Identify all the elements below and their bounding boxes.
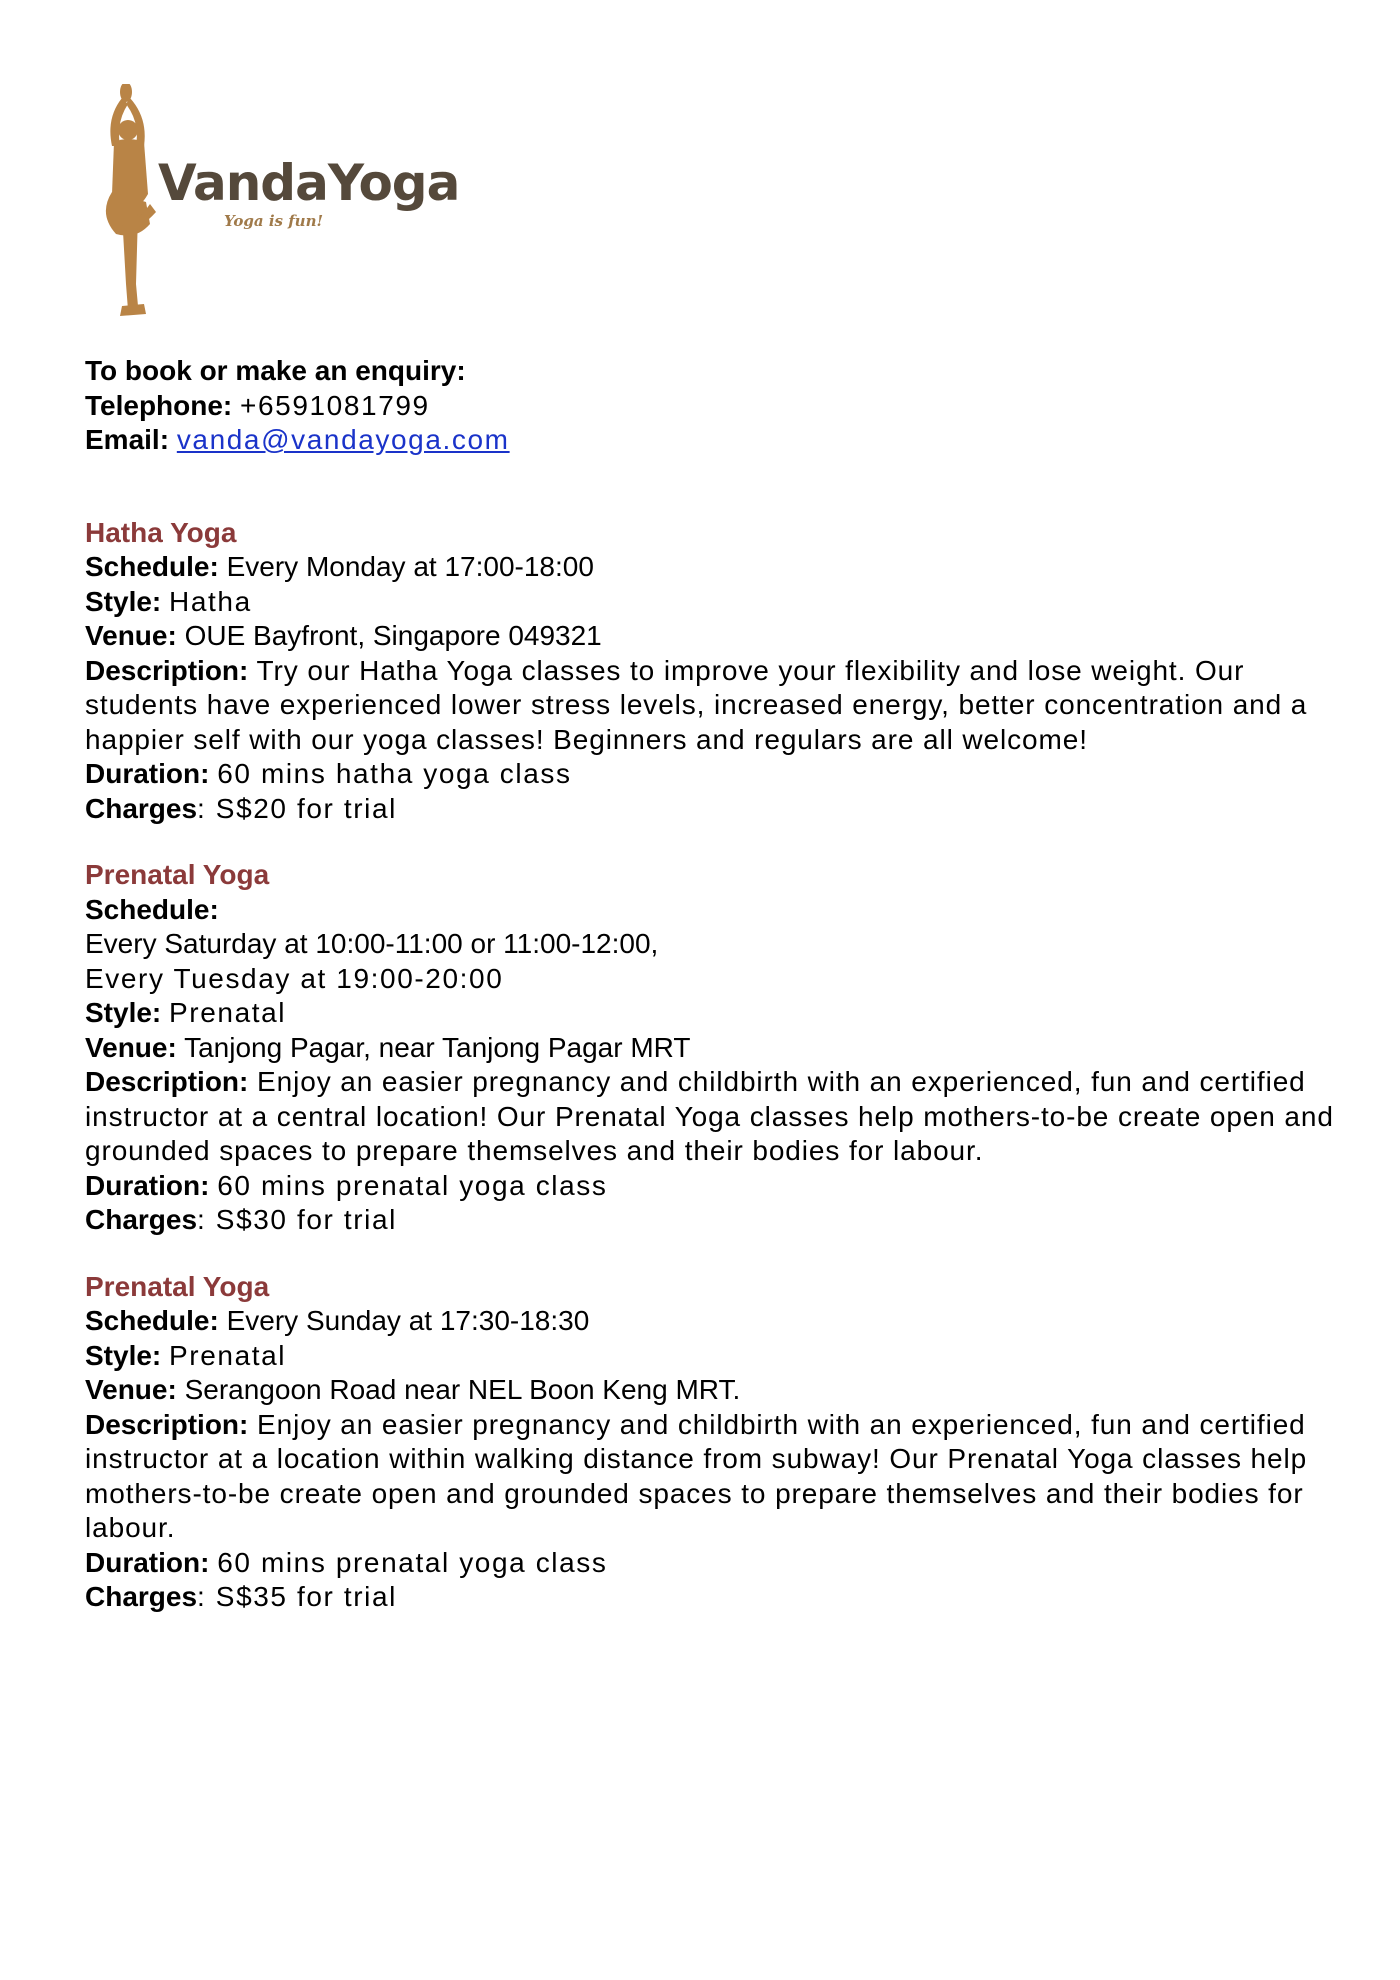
style-value: Prenatal: [169, 997, 287, 1028]
style-line: [85, 585, 1335, 620]
schedule-value: Every Monday at 17:00-18:00: [226, 551, 594, 582]
description-label: Description:: [85, 654, 249, 686]
style-line: [85, 996, 1335, 1031]
class-section-hatha: [85, 516, 1335, 827]
schedule-value: Every Sunday at 17:30-18:30: [226, 1305, 590, 1336]
duration-value: 60 mins prenatal yoga class: [217, 1169, 608, 1201]
logo-brand-name: VandaYoga: [158, 154, 460, 212]
schedule-label: Schedule:: [85, 1305, 219, 1336]
venue-label: Venue:: [85, 620, 177, 651]
charges-line: [85, 792, 1335, 827]
enquiry-heading: To book or make an enquiry:: [85, 355, 466, 386]
venue-line: [85, 1031, 1335, 1066]
charges-label: Charges: [85, 1581, 198, 1612]
charges-value: : S$35 for trial: [197, 1581, 397, 1612]
duration-line: [85, 1169, 1335, 1204]
document-body: [85, 354, 1335, 1615]
class-title: Hatha Yoga: [85, 516, 237, 548]
charges-label: Charges: [85, 792, 198, 824]
description-line: [85, 1065, 1335, 1169]
class-section-prenatal-tanjong-pagar: [85, 858, 1335, 1238]
duration-label: Duration:: [85, 1546, 210, 1578]
charges-line: [85, 1203, 1335, 1238]
venue-value: OUE Bayfront, Singapore 049321: [184, 620, 602, 651]
description-value: Enjoy an easier pregnancy and childbirth with an experienced, fun and certified instructor at a location within walking distance from subway! Our Prenatal Yoga classes help mothers-to-be create open and grounded spaces to prepare themselves and their bodies for labour.: [85, 1408, 1308, 1543]
charges-value: : S$20 for trial: [197, 792, 397, 824]
style-value: Hatha: [169, 585, 252, 617]
charges-value: : S$30 for trial: [197, 1204, 397, 1235]
duration-label: Duration:: [85, 758, 210, 789]
venue-label: Venue:: [85, 1031, 177, 1063]
schedule-line: [85, 1304, 1335, 1339]
style-label: Style:: [85, 1339, 162, 1371]
description-value: Try our Hatha Yoga classes to improve your flexibility and lose weight. Our students have experienced lower stress levels, increased energy, better concentration and a happier self with our yoga classes! Beginners and regulars are all welcome!: [85, 654, 1308, 755]
duration-label: Duration:: [85, 1169, 210, 1201]
style-label: Style:: [85, 585, 162, 617]
duration-line: [85, 757, 1335, 792]
class-section-prenatal-boon-keng: [85, 1270, 1335, 1615]
charges-line: [85, 1580, 1335, 1615]
description-label: Description:: [85, 1066, 249, 1097]
telephone-number: +6591081799: [240, 389, 430, 421]
venue-label: Venue:: [85, 1374, 177, 1405]
schedule-value-line-1: Every Saturday at 10:00-11:00 or 11:00-12:00,: [85, 928, 659, 959]
logo-tagline: Yoga is fun!: [224, 212, 324, 230]
email-line: [85, 423, 1335, 458]
vandayoga-logo: [92, 84, 460, 320]
contact-section: [85, 354, 1335, 458]
telephone-label: Telephone:: [85, 389, 233, 421]
class-title: Prenatal Yoga: [85, 859, 270, 890]
schedule-line: [85, 550, 1335, 585]
schedule-label: Schedule:: [85, 551, 219, 582]
venue-value: Serangoon Road near NEL Boon Keng MRT.: [184, 1374, 741, 1405]
venue-line: [85, 1373, 1335, 1408]
style-value: Prenatal: [169, 1339, 287, 1371]
telephone-line: [85, 389, 1335, 424]
venue-line: [85, 619, 1335, 654]
schedule-value-line-2: Every Tuesday at 19:00-20:00: [85, 962, 504, 994]
schedule-label: Schedule:: [85, 893, 219, 925]
venue-value: Tanjong Pagar, near Tanjong Pagar MRT: [184, 1031, 691, 1063]
email-link[interactable]: vanda@vandayoga.com: [176, 424, 510, 455]
duration-value: 60 mins prenatal yoga class: [217, 1546, 608, 1578]
style-label: Style:: [85, 997, 162, 1028]
duration-value: 60 mins hatha yoga class: [217, 758, 572, 789]
description-line: [85, 654, 1335, 758]
description-line: [85, 1408, 1335, 1546]
style-line: [85, 1339, 1335, 1374]
charges-label: Charges: [85, 1204, 198, 1235]
class-title: Prenatal Yoga: [85, 1270, 270, 1302]
description-label: Description:: [85, 1408, 249, 1440]
email-label: Email:: [85, 424, 170, 455]
description-value: Enjoy an easier pregnancy and childbirth with an experienced, fun and certified instructor at a central location! Our Prenatal Yoga classes help mothers-to-be create open and grounded spaces to prepare themselves and their bodies for labour.: [85, 1066, 1334, 1166]
duration-line: [85, 1546, 1335, 1581]
